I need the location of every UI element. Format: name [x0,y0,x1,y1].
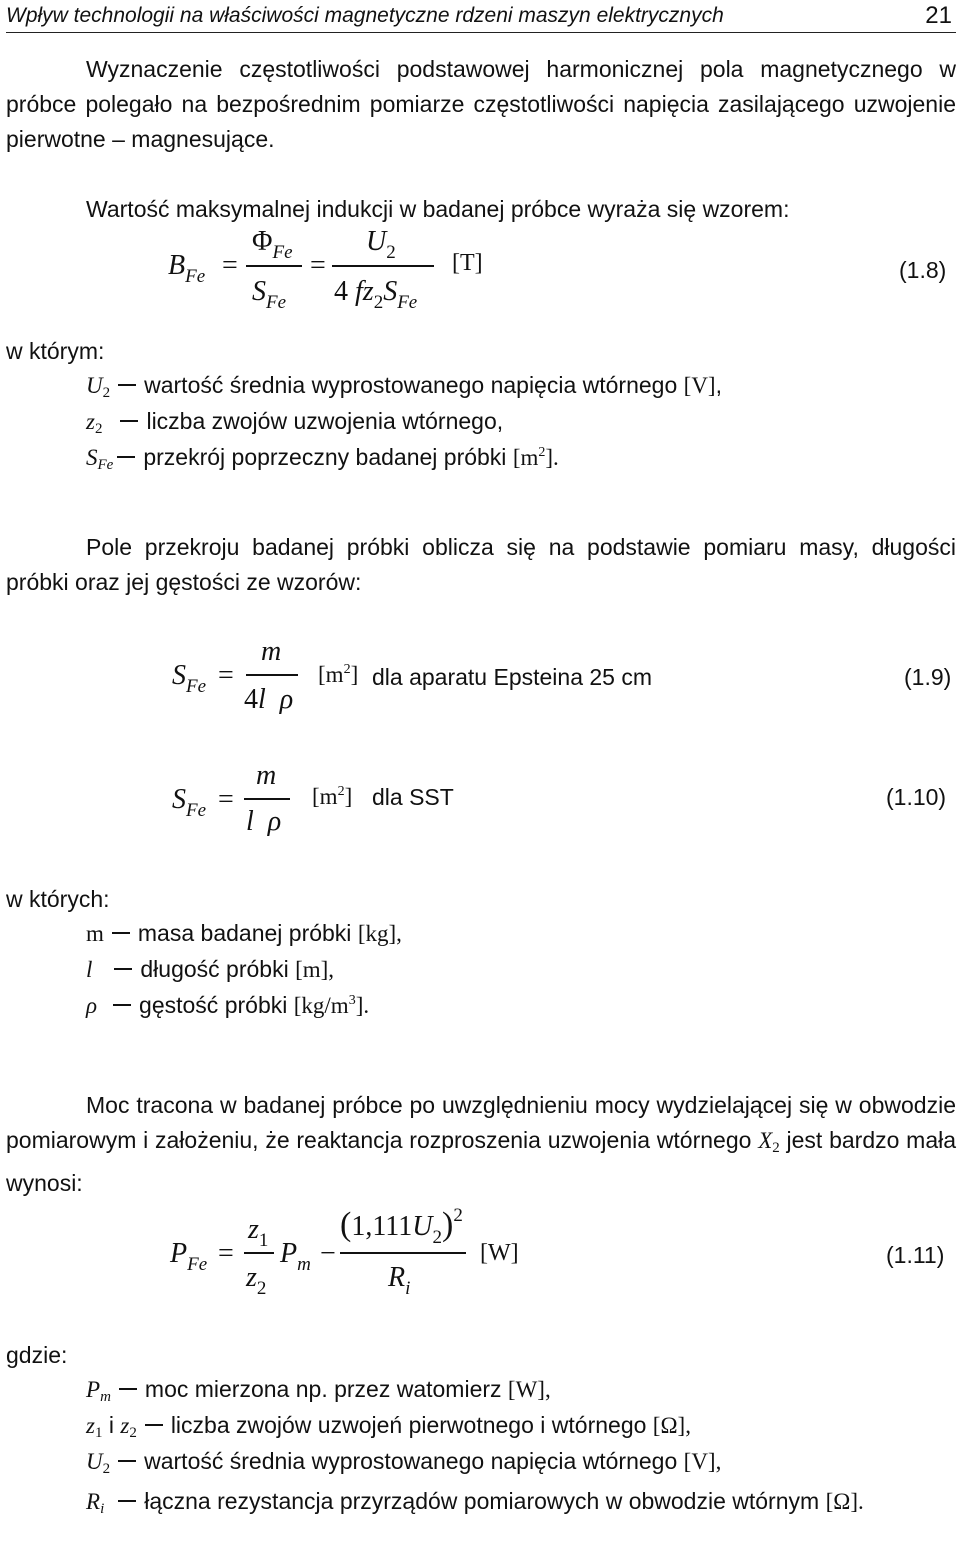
definition-pm: $P_m$ moc mierzona np. przez watomierz [W], [86,1376,551,1405]
em-dash [120,420,138,422]
page-header [6,2,956,32]
eq-1-8-number: (1.8) [899,257,947,283]
eq-1-10-number: (1.10) [886,784,947,810]
paragraph-frequency: Wyznaczenie częstotliwości podstawowej harmonicznej pola magnetycznego w próbce polegało na bezpośrednim pomiarze częstotliwości napięcia zasilającego uzwojenie pierwotne – magnesujące. [6,56,956,152]
em-dash [118,384,136,386]
definition-u2: $U_2$ wartość średnia wyprostowanego napięcia wtórnego [V], [86,372,722,401]
eq-1-8-unit: [T] [452,250,483,276]
em-dash [145,1424,163,1426]
header-title: Wpływ technologii na właściwości magnetyczne rdzeni maszyn elektrycznych [6,4,724,27]
paragraph-cross-section: Pole przekroju badanej próbki oblicza się na podstawie pomiaru masy, długości próbki oraz jej gęstości ze wzorów: [6,534,956,595]
definition-ri: $R_i$ łączna rezystancja przyrządów pomiarowych w obwodzie wtórnym [Ω]. [86,1488,864,1517]
em-dash [112,932,130,934]
page-number: 21 [925,2,952,29]
definition-l: l długość próbki [m], [86,956,335,982]
eq-1-10-text: dla SST [372,784,454,810]
header-rule [6,32,956,33]
definition-sfe: $S_{Fe}$ przekrój poprzeczny badanej próbki $[m^2]$. [86,444,559,473]
where-intro-1: w którym: [6,338,105,364]
definition-rho: ρ gęstość próbki $[kg/m^3]$. [86,992,370,1018]
paragraph-induction-intro: Wartość maksymalnej indukcji w badanej próbce wyraża się wzorem: [86,196,790,222]
definition-z2: $z_2$ liczba zwojów uzwojenia wtórnego, [86,408,504,437]
em-dash [114,968,132,970]
paragraph-power-loss: Moc tracona w badanej próbce po uwzględnieniu mocy wydzielającej się w obwodzie pomiarowym i założeniu, że reaktancja rozproszenia uzwojenia wtórnego $X_2$ jest bardzo mała wynosi: [6,1092,957,1196]
em-dash [113,1004,131,1006]
em-dash [118,1500,136,1502]
eq-1-11-unit: [W] [480,1240,519,1266]
em-dash [119,1388,137,1390]
where-intro-3: gdzie: [6,1342,68,1368]
eq-1-9-text: dla aparatu Epsteina 25 cm [372,664,653,690]
where-intro-2: w których: [6,886,110,912]
em-dash [117,456,135,458]
em-dash [118,1460,136,1462]
definition-u2-second: $U_2$ wartość średnia wyprostowanego napięcia wtórnego [V], [86,1448,722,1477]
definition-z1-z2: $z_1$ i $z_2$ liczba zwojów uzwojeń pierwotnego i wtórnego [Ω], [86,1412,691,1441]
eq-1-9-number: (1.9) [904,664,952,690]
eq-1-11-number: (1.11) [886,1242,945,1268]
document-page: Wpływ technologii na właściwości magnetyczne rdzeni maszyn elektrycznych 21 Wyznaczenie częstotliwości podstawowej harmonicznej pola magnetycznego w próbce polegało na bezpośrednim pomiarze częstotliwości napięcia zasilającego uzwojenie pierwotne – magnesujące. Wartość maksymalnej indukcji w badanej próbce wyraża się wzorem: $B_{Fe}$ = $\Phi_{Fe}$ $S_{Fe}$ = $U_2$ 4 $fz_2S_{Fe}$ [T] (1.8) w którym: $U_2$ wartość średnia wyprostowanego napięcia wtórnego [V], $z_2$ liczba zwojów uzwojenia wtórnego, $S_{Fe}$ przekrój poprzeczny badanej próbki $[m^2]$. Pole przekroju badanej próbki oblicza się na podstawie pomiaru masy, długości próbki oraz jej gęstości ze wzorów: $S_{Fe}$ = m 4l ρ $[m^2]$ dla aparatu Epsteina 25 cm (1.9) $S_{Fe}$ = m l ρ $[m^2]$ dla SST (1.10) w których: m masa badanej próbki [kg], l długość próbki [m], ρ gęstość próbki $[kg/m^3]$. Moc tracona w badanej próbce po uwzględnieniu mocy wydzielającej się w obwodzie pomiarowym i założeniu, że reaktancja rozproszenia uzwojenia wtórnego $X_2$ jest bardzo mała wynosi: $P_{Fe}$ = $z_1$ $z_2$ $P_m$ − $(1,111U_2)^2$ $R_i$ [W] (1.11) gdzie: $P_m$ moc mierzona np. przez watomierz [W], $z_1$ i $z_2$ liczba zwojów uzwojeń pierwotnego i wtórnego [Ω], $U_2$ wartość średnia wyprostowanego napięcia wtórnego [V], $R_i$ łączna rezystancja przyrządów pomiarowych w obwodzie wtórnym [Ω]. [0,0,960,1550]
definition-m: m masa badanej próbki [kg], [86,920,402,946]
